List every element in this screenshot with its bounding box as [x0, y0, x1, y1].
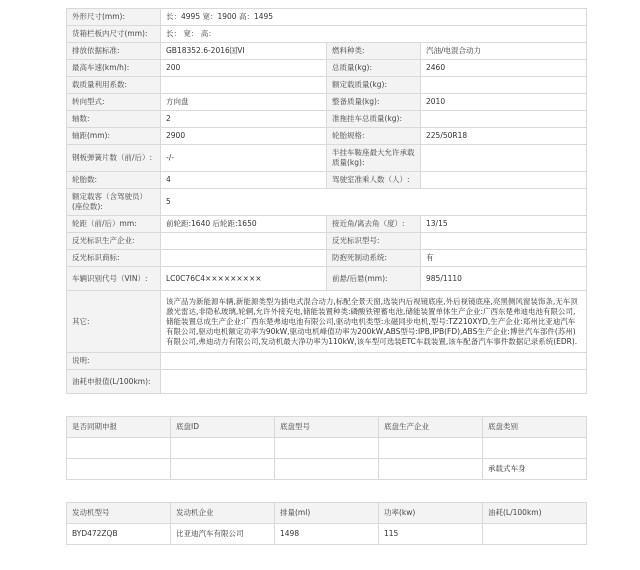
- spec-row: [67, 353, 587, 370]
- spec-value: 长：4995 宽：1900 高：1495: [161, 9, 587, 26]
- spec-row: [67, 94, 587, 111]
- chassis-cell: [171, 438, 275, 459]
- spec-value: -/-: [161, 145, 327, 172]
- spec-label: 轮胎规格:: [327, 128, 421, 145]
- spec-label: 轮胎数:: [67, 172, 161, 189]
- spec-value: 前轮距:1640 后轮距:1650: [161, 216, 327, 233]
- spec-row: [67, 250, 587, 267]
- spec-label: 接近角/离去角（度）:: [327, 216, 421, 233]
- spec-label: 燃料种类:: [327, 43, 421, 60]
- spec-row: [67, 9, 587, 26]
- spec-value: [421, 145, 587, 172]
- spec-label: 前悬/后悬(mm):: [327, 267, 421, 291]
- chassis-header: 底盘生产企业: [379, 417, 483, 438]
- spec-row: [67, 189, 587, 216]
- spec-value: [421, 233, 587, 250]
- spec-row: [67, 216, 587, 233]
- engine-header: 发动机企业: [171, 503, 275, 524]
- chassis-cell: 承载式车身: [483, 459, 587, 480]
- spec-row: [67, 128, 587, 145]
- spec-value: [421, 172, 587, 189]
- chassis-cell: [67, 438, 171, 459]
- chassis-header-row: [67, 417, 587, 438]
- spec-label: 半挂车鞍座最大允许承载质量(kg):: [327, 145, 421, 172]
- engine-header: 油耗(L/100km): [483, 503, 587, 524]
- chassis-cell: [379, 438, 483, 459]
- engine-table: [66, 502, 587, 545]
- spec-label: 轴数:: [67, 111, 161, 128]
- spec-value: [161, 77, 327, 94]
- engine-cell: BYD472ZQB: [67, 524, 171, 545]
- spec-row: [67, 172, 587, 189]
- spec-label: 反光标识商标:: [67, 250, 161, 267]
- spec-row: [67, 60, 587, 77]
- spec-label: 最高车速(km/h):: [67, 60, 161, 77]
- spec-label: 油耗申报值(L/100km):: [67, 370, 161, 394]
- spec-value: GB18352.6-2016国VI: [161, 43, 327, 60]
- chassis-row: [67, 459, 587, 480]
- spec-label: 总质量(kg):: [327, 60, 421, 77]
- chassis-cell: [275, 459, 379, 480]
- spec-label: 钢板弹簧片数（前/后）:: [67, 145, 161, 172]
- spec-label: 额定载质量(kg):: [327, 77, 421, 94]
- spec-label: 货箱栏板内尺寸(mm):: [67, 26, 161, 43]
- spec-label: 其它:: [67, 291, 161, 353]
- params-table: [66, 8, 587, 394]
- spec-row: [67, 370, 587, 394]
- spec-row: [67, 267, 587, 291]
- chassis-cell: [483, 438, 587, 459]
- engine-cell: 115: [379, 524, 483, 545]
- spec-value: LC0C76C4×××××××××: [161, 267, 327, 291]
- engine-row: [67, 524, 587, 545]
- spec-value: 13/15: [421, 216, 587, 233]
- spec-value: [161, 250, 327, 267]
- chassis-header: 底盘型号: [275, 417, 379, 438]
- spec-row: [67, 145, 587, 172]
- spec-label: 整备质量(kg):: [327, 94, 421, 111]
- spec-value: 4: [161, 172, 327, 189]
- spec-label: 载质量利用系数:: [67, 77, 161, 94]
- spec-row: [67, 43, 587, 60]
- spec-value: [161, 370, 587, 394]
- chassis-cell: [67, 459, 171, 480]
- spec-value: [161, 233, 327, 250]
- spec-value: 2900: [161, 128, 327, 145]
- spec-value: 200: [161, 60, 327, 77]
- spec-value: 有: [421, 250, 587, 267]
- chassis-row: [67, 438, 587, 459]
- spec-value: 长： 宽： 高：: [161, 26, 587, 43]
- engine-header-row: [67, 503, 587, 524]
- spec-value: 5: [161, 189, 587, 216]
- engine-cell: 1498: [275, 524, 379, 545]
- spec-label: 防抱死制动系统:: [327, 250, 421, 267]
- chassis-header: 是否同期申报: [67, 417, 171, 438]
- engine-header: 发动机型号: [67, 503, 171, 524]
- spec-value: [161, 353, 587, 370]
- spec-row: [67, 291, 587, 353]
- spec-value: [421, 77, 587, 94]
- engine-cell: 比亚迪汽车有限公司: [171, 524, 275, 545]
- chassis-cell: [379, 459, 483, 480]
- spec-row: [67, 77, 587, 94]
- spec-label: 额定载客（含驾驶员）(座位数):: [67, 189, 161, 216]
- spec-value: 2: [161, 111, 327, 128]
- spec-value: 方向盘: [161, 94, 327, 111]
- chassis-table: [66, 416, 587, 480]
- engine-header: 排量(ml): [275, 503, 379, 524]
- spec-label: 轴距(mm):: [67, 128, 161, 145]
- spec-label: 准拖挂车总质量(kg):: [327, 111, 421, 128]
- engine-cell: [483, 524, 587, 545]
- spec-value: 2460: [421, 60, 587, 77]
- spec-label: 驾驶室准乘人数（人）:: [327, 172, 421, 189]
- spec-value: [421, 111, 587, 128]
- spec-value: 225/50R18: [421, 128, 587, 145]
- spec-value: 汽油/电混合动力: [421, 43, 587, 60]
- engine-header: 功率(kw): [379, 503, 483, 524]
- chassis-cell: [171, 459, 275, 480]
- spec-row: [67, 26, 587, 43]
- spec-label: 排放依据标准:: [67, 43, 161, 60]
- spec-row: [67, 233, 587, 250]
- chassis-header: 底盘类别: [483, 417, 587, 438]
- spec-label: 转向型式:: [67, 94, 161, 111]
- spec-label: 轮距（前/后）mm:: [67, 216, 161, 233]
- spec-label: 车辆识别代号（VIN）:: [67, 267, 161, 291]
- notes-text: 该产品为新能源车辆,新能源类型为插电式混合动力,标配全景天窗,选装内后视镜底座,外后视镜底座,亮黑侧风窗装饰条,无车顶激光雷达,非隐私玻璃,轮辋,允许外接充电,储能装置种类:磷酸铁锂蓄电池,储能装置单体生产企业:广西东楚弗迪电池有限公司,储能装置总成生产企业:广西东楚弗迪电池有限公司,驱动电机类型:永磁同步电机,型号:TZ210XYD,生产企业:郑州比亚迪汽车有限公司,驱动电机额定功率为90kW,驱动电机峰值功率为200kW,ABS型号:IPB,IPB(FD),ABS生产企业:博世汽车部件(苏州)有限公司,弗迪动力有限公司,发动机最大净功率为110kW,该车型可选装ETC车载装置,该车配备汽车事件数据记录系统(EDR).: [161, 291, 587, 353]
- chassis-header: 底盘ID: [171, 417, 275, 438]
- chassis-cell: [275, 438, 379, 459]
- spec-label: 反光标识型号:: [327, 233, 421, 250]
- spec-row: [67, 111, 587, 128]
- spec-label: 说明:: [67, 353, 161, 370]
- spec-value: 2010: [421, 94, 587, 111]
- spec-label: 反光标识生产企业:: [67, 233, 161, 250]
- vehicle-spec-sheet: [66, 8, 586, 545]
- spec-value: 985/1110: [421, 267, 587, 291]
- spec-label: 外形尺寸(mm):: [67, 9, 161, 26]
